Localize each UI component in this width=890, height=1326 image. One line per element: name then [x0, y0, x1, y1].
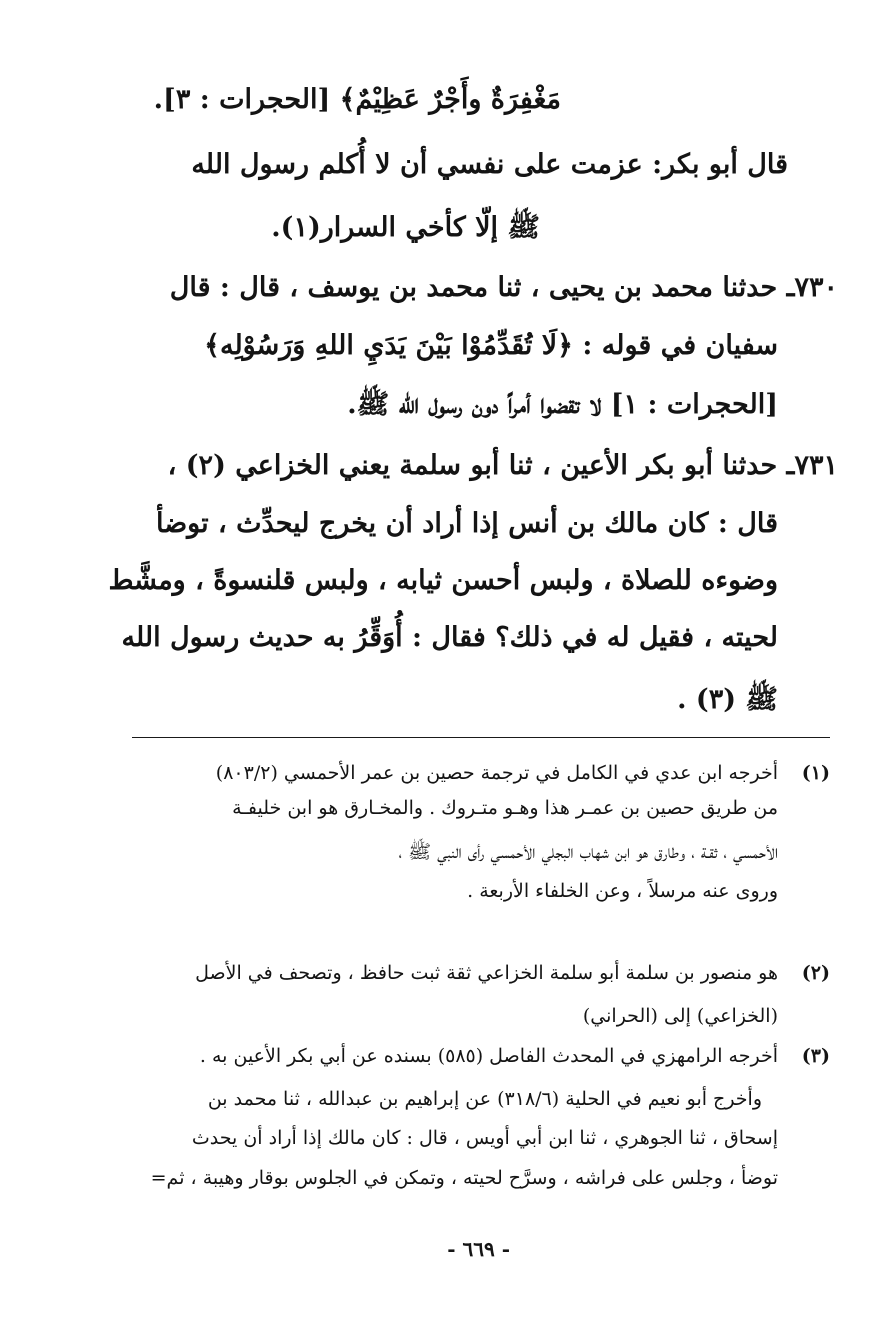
- footnote-number: (٢): [801, 962, 830, 984]
- footnote-line: الأحمسي ، ثقـة ، وطارق هو ابن شهاب البجلي الأحمسي رأى النبي ﷺ ،: [398, 841, 778, 863]
- footnote-line: هو منصور بن سلمة أبو سلمة الخزاعي ثقة ثبت حافظ ، وتصحف في الأصل: [195, 962, 778, 984]
- footnote-line: أخرجه ابن عدي في الكامل في ترجمة حصين بن عمر الأحمسي (٨٠٣/٢): [215, 762, 778, 784]
- page-number: - ٦٦٩ -: [447, 1237, 510, 1261]
- main-line: ﷺ (٣) .: [677, 684, 778, 715]
- main-line: [الحجرات : ١] لا تقضوا أمراً دون رسول الله ﷺ.: [347, 389, 778, 420]
- footnote-line: (الخزاعي) إلى (الحراني): [582, 1005, 778, 1027]
- footnote-line: وأخرج أبو نعيم في الحلية (٣١٨/٦) عن إبراهيم بن عبدالله ، ثنا محمد بن: [207, 1088, 762, 1110]
- footnote-line: إسحاق ، ثنا الجوهري ، ثنا ابن أبي أويس ، قال : كان مالك إذا أراد أن يحدث: [191, 1127, 778, 1149]
- main-line: وضوءه للصلاة ، ولبس أحسن ثيابه ، ولبس قلنسوةً ، ومشَّط: [108, 565, 778, 596]
- main-line: سفيان في قوله : ﴿لَا تُقَدِّمُوْا بَيْنَ يَدَيِ اللهِ وَرَسُوْلِه﴾: [204, 330, 778, 361]
- main-line: مَغْفِرَةٌ وأَجْرٌ عَظِيْمٌ﴾ [الحجرات : ٣].: [153, 84, 561, 115]
- hadith-730-line: ٧٣٠ـ حدثنا محمد بن يحيى ، ثنا محمد بن يوسف ، قال : قال: [169, 272, 838, 303]
- main-line: ﷺ إلّا كأخي السرار(١).: [271, 212, 540, 243]
- footnote-line: توضأ ، وجلس على فراشه ، وسرَّح لحيته ، وتمكن في الجلوس بوقار وهيبة ، ثم=: [150, 1167, 778, 1189]
- main-line: لحيته ، فقيل له في ذلك؟ فقال : أُوَقِّرُ به حديث رسول الله: [121, 622, 778, 653]
- footnote-number: (٣): [801, 1045, 830, 1067]
- footnote-line: وروى عنه مرسلاً ، وعن الخلفاء الأربعة .: [467, 880, 778, 902]
- footnote-line: أخرجه الرامهزي في المحدث الفاصل (٥٨٥) بسنده عن أبي بكر الأعين به .: [199, 1045, 778, 1067]
- footnote-separator: [132, 737, 830, 738]
- hadith-731-line: ٧٣١ـ حدثنا أبو بكر الأعين ، ثنا أبو سلمة يعني الخزاعي (٢) ،: [167, 450, 838, 481]
- main-line: قال أبو بكر: عزمت على نفسي أن لا أُكلم رسول الله: [191, 149, 788, 180]
- main-line: قال : كان مالك بن أنس إذا أراد أن يخرج ليحدِّث ، توضأ: [155, 508, 778, 539]
- footnote-number: (١): [801, 762, 830, 784]
- footnote-line: من طريق حصين بن عمـر هذا وهـو متـروك . والمخـارق هو ابن خليفـة: [232, 797, 778, 819]
